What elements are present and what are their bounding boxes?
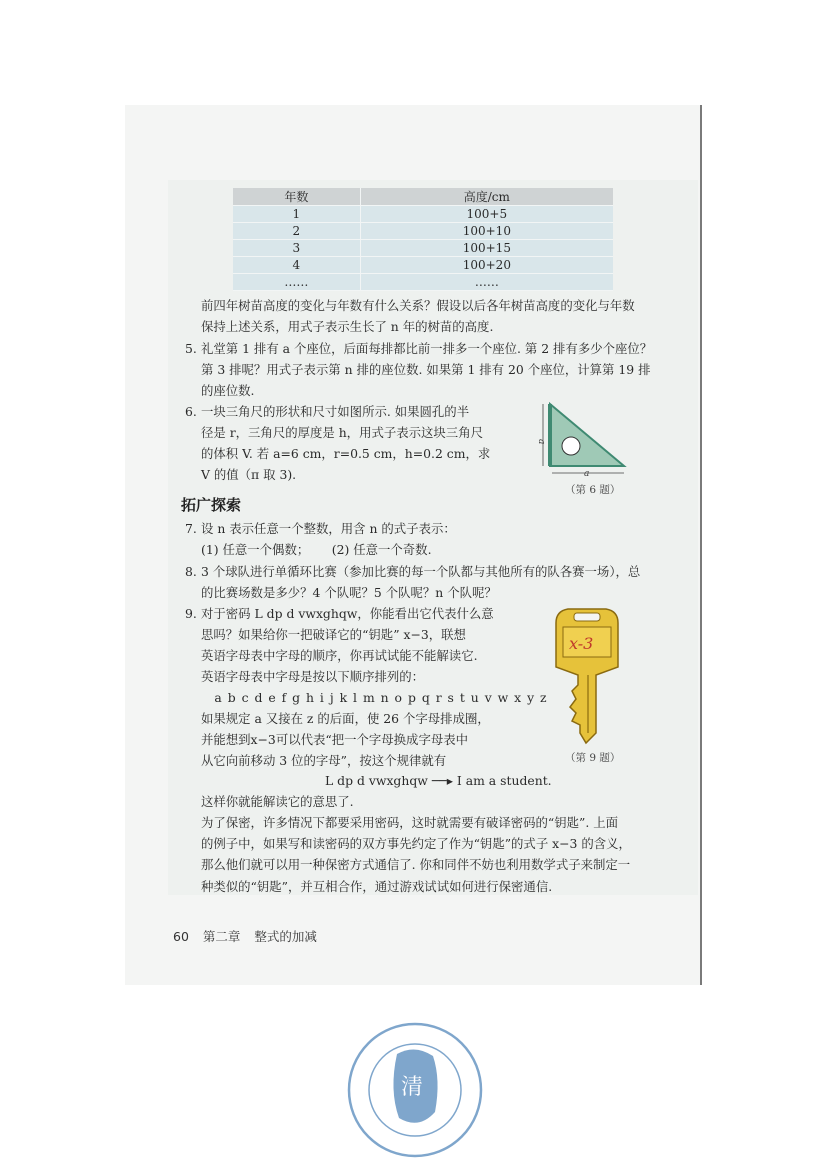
text-line: 径是 r，三角尺的厚度是 h，用式子表示这块三角尺 [201, 425, 483, 440]
cell: 100+20 [360, 257, 613, 274]
text-line: V 的值（π 取 3). [201, 467, 297, 482]
text-line: 的座位数. [201, 383, 255, 398]
text-line: 一块三角尺的形状和尺寸如图所示. 如果圆孔的半 [201, 404, 470, 419]
text-line: 前四年树苗高度的变化与年数有什么关系？假设以后各年树苗高度的变化与年数 [201, 298, 635, 313]
question-number: 7. [185, 521, 197, 536]
col-header: 年数 [233, 188, 360, 206]
cell: 2 [233, 223, 360, 240]
text-line: 英语字母表中字母是按以下顺序排列的： [201, 669, 425, 684]
cell: 3 [233, 240, 360, 257]
cell: …… [360, 274, 613, 291]
cell: 1 [233, 206, 360, 223]
cell: 100+15 [360, 240, 613, 257]
table-row [233, 274, 613, 291]
text-line: 的体积 V. 若 a=6 cm，r=0.5 cm，h=0.2 cm，求 [201, 446, 491, 461]
table-row [233, 240, 613, 257]
cell: 4 [233, 257, 360, 274]
figure-caption: （第 6 题） [565, 484, 621, 496]
table-row [233, 223, 613, 240]
text-line: 思吗？如果给你一把破译它的“钥匙” x−3，联想 [201, 627, 466, 642]
tree-height-table [233, 188, 613, 291]
dimension-label: a [536, 439, 546, 445]
text-line: 那么他们就可以用一种保密方式通信了. 你和同伴不妨也利用数学式子来制定一 [201, 857, 631, 872]
cell: 100+5 [360, 206, 613, 223]
chapter-label: 第二章 [202, 929, 241, 944]
page-footer [173, 927, 317, 945]
table-row [233, 206, 613, 223]
alphabet-line: a b c d e f g h i j k l m n o p q r s t u v w x y z [201, 690, 548, 705]
section-heading: 拓广探索 [181, 496, 242, 514]
key-label: x-3 [569, 634, 594, 653]
text-line: 如果规定 a 又接在 z 的后面，使 26 个字母排成圈， [201, 711, 490, 726]
question-number: 8. [185, 564, 197, 579]
question-number: 6. [185, 404, 197, 419]
text-line: 第 3 排呢？用式子表示第 n 排的座位数. 如果第 1 排有 20 个座位，计算第 19 排 [201, 362, 651, 377]
text-line: 设 n 表示任意一个整数，用含 n 的式子表示： [201, 521, 456, 536]
text-line: 3 个球队进行单循环比赛（参加比赛的每一个队都与其他所有的队各赛一场），总 [201, 564, 641, 579]
watermark-logo [345, 1020, 485, 1160]
text-line: (1) 任意一个偶数； (2) 任意一个奇数. [201, 542, 432, 557]
decode-line: L dp d vwxghqw ──▸ I am a student. [325, 773, 552, 788]
chapter-title: 整式的加减 [254, 929, 317, 944]
text-line: 并能想到x−3可以代表“把一个字母换成字母表中 [201, 732, 469, 747]
text-line: 对于密码 L dp d vwxghqw，你能看出它代表什么意 [201, 606, 494, 621]
dimension-label: a [584, 469, 590, 479]
col-header: 高度/cm [360, 188, 613, 206]
triangle-ruler-figure [538, 400, 630, 478]
question-number: 5. [185, 341, 197, 356]
text-line: 保持上述关系，用式子表示生长了 n 年的树苗的高度. [201, 319, 494, 334]
text-line: 的比赛场数是多少？4 个队呢？5 个队呢？n 个队呢？ [201, 585, 497, 600]
cell: …… [233, 274, 360, 291]
table-row [233, 257, 613, 274]
text-line: 为了保密，许多情况下都要采用密码，这时就需要有破译密码的“钥匙”. 上面 [201, 815, 619, 830]
page-number: 60 [173, 929, 189, 944]
text-line: 种类似的“钥匙”，并互相合作，通过游戏试试如何进行保密通信. [201, 879, 553, 894]
cell: 100+10 [360, 223, 613, 240]
svg-text:清: 清 [401, 1075, 424, 1100]
question-number: 9. [185, 606, 197, 621]
text-line: 礼堂第 1 排有 a 个座位，后面每排都比前一排多一个座位. 第 2 排有多少个座位？ [201, 341, 653, 356]
text-line: 这样你就能解读它的意思了. [201, 794, 354, 809]
text-line: 从它向前移动 3 位的字母”，按这个规律就有 [201, 753, 447, 768]
figure-caption: （第 9 题） [565, 752, 621, 764]
text-line: 的例子中，如果写和读密码的双方事先约定了作为“钥匙”的式子 x−3 的含义， [201, 836, 631, 851]
text-line: 英语字母表中字母的顺序，你再试试能不能解读它. [201, 648, 478, 663]
key-figure [548, 605, 626, 745]
